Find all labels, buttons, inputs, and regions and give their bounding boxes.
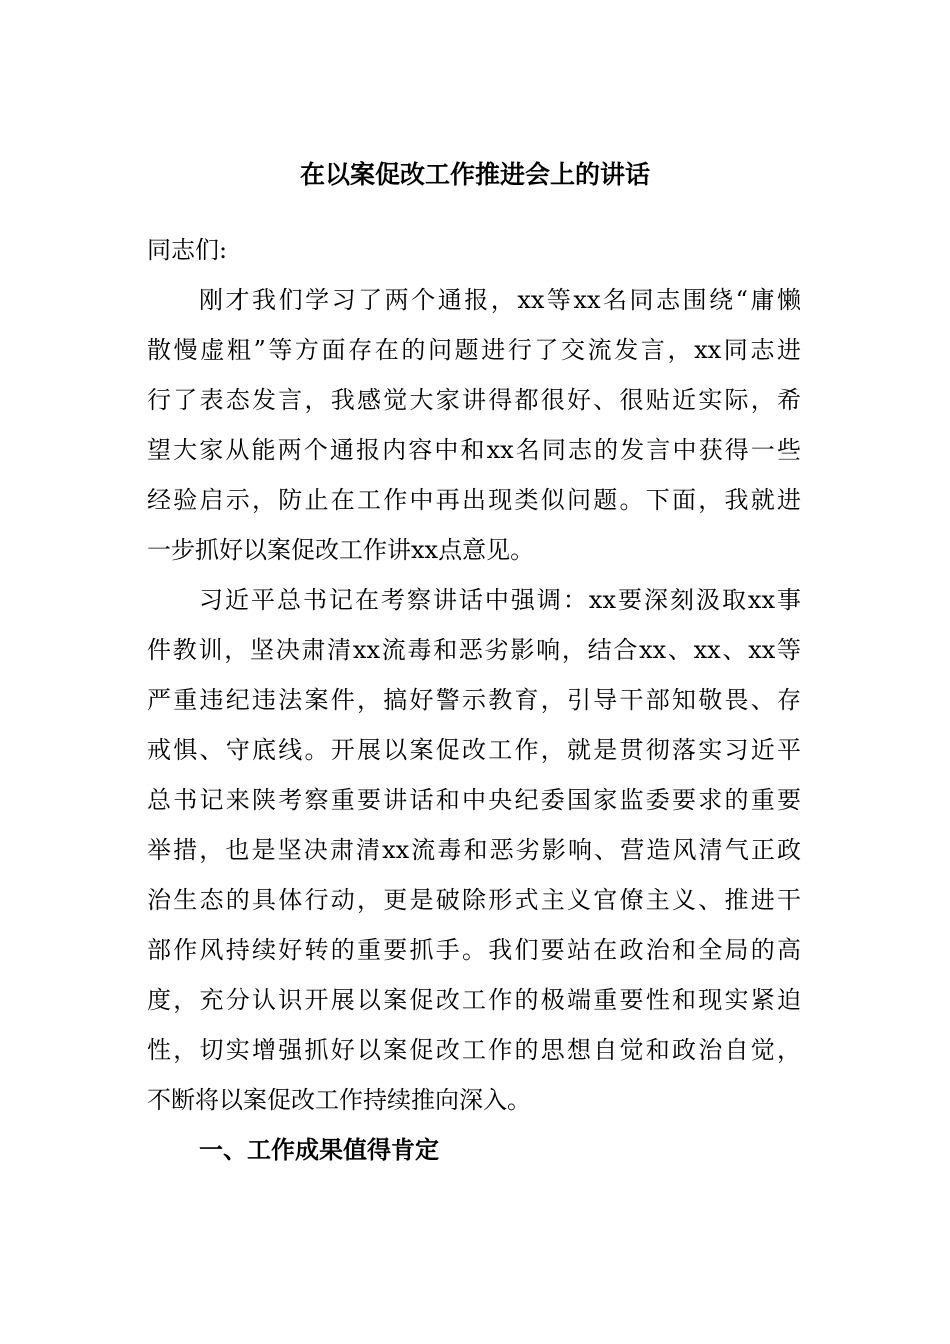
paragraph-line: 治生态的具体行动，更是破除形式主义官僚主义、推进干 xyxy=(147,886,801,914)
paragraph-line: 一步抓好以案促改工作讲xx点意见。 xyxy=(147,536,535,564)
paragraph-line: 经验启示，防止在工作中再出现类似问题。下面，我就进 xyxy=(147,486,801,514)
paragraph-line: 刚才我们学习了两个通报，xx等xx名同志围绕“庸懒 xyxy=(199,286,801,314)
paragraph-line: 性，切实增强抓好以案促改工作的思想自觉和政治自觉， xyxy=(147,1036,801,1064)
paragraph-line: 件教训，坚决肃清xx流毒和恶劣影响，结合xx、xx、xx等 xyxy=(147,636,801,664)
section-heading: 一、工作成果值得肯定 xyxy=(199,1136,439,1164)
paragraph-line: 习近平总书记在考察讲话中强调：xx要深刻汲取xx事 xyxy=(199,586,801,614)
paragraph-line: 举措，也是坚决肃清xx流毒和恶劣影响、营造风清气正政 xyxy=(147,836,801,864)
paragraph-line: 望大家从能两个通报内容中和xx名同志的发言中获得一些 xyxy=(147,436,801,464)
paragraph-line: 戒惧、守底线。开展以案促改工作，就是贯彻落实习近平 xyxy=(147,736,801,764)
paragraph-line: 散慢虚粗”等方面存在的问题进行了交流发言，xx同志进 xyxy=(147,336,801,364)
paragraph-line: 部作风持续好转的重要抓手。我们要站在政治和全局的高 xyxy=(147,936,801,964)
document-title: 在以案促改工作推进会上的讲话 xyxy=(299,160,650,189)
paragraph-line: 总书记来陕考察重要讲话和中央纪委国家监委要求的重要 xyxy=(147,786,801,814)
paragraph-line: 度，充分认识开展以案促改工作的极端重要性和现实紧迫 xyxy=(147,986,801,1014)
paragraph-line: 不断将以案促改工作持续推向深入。 xyxy=(147,1086,531,1114)
paragraph-line: 严重违纪违法案件，搞好警示教育，引导干部知敬畏、存 xyxy=(147,686,801,714)
document-body xyxy=(147,225,801,1175)
salutation: 同志们: xyxy=(147,236,228,264)
paragraph-line: 行了表态发言，我感觉大家讲得都很好、很贴近实际，希 xyxy=(147,386,801,414)
